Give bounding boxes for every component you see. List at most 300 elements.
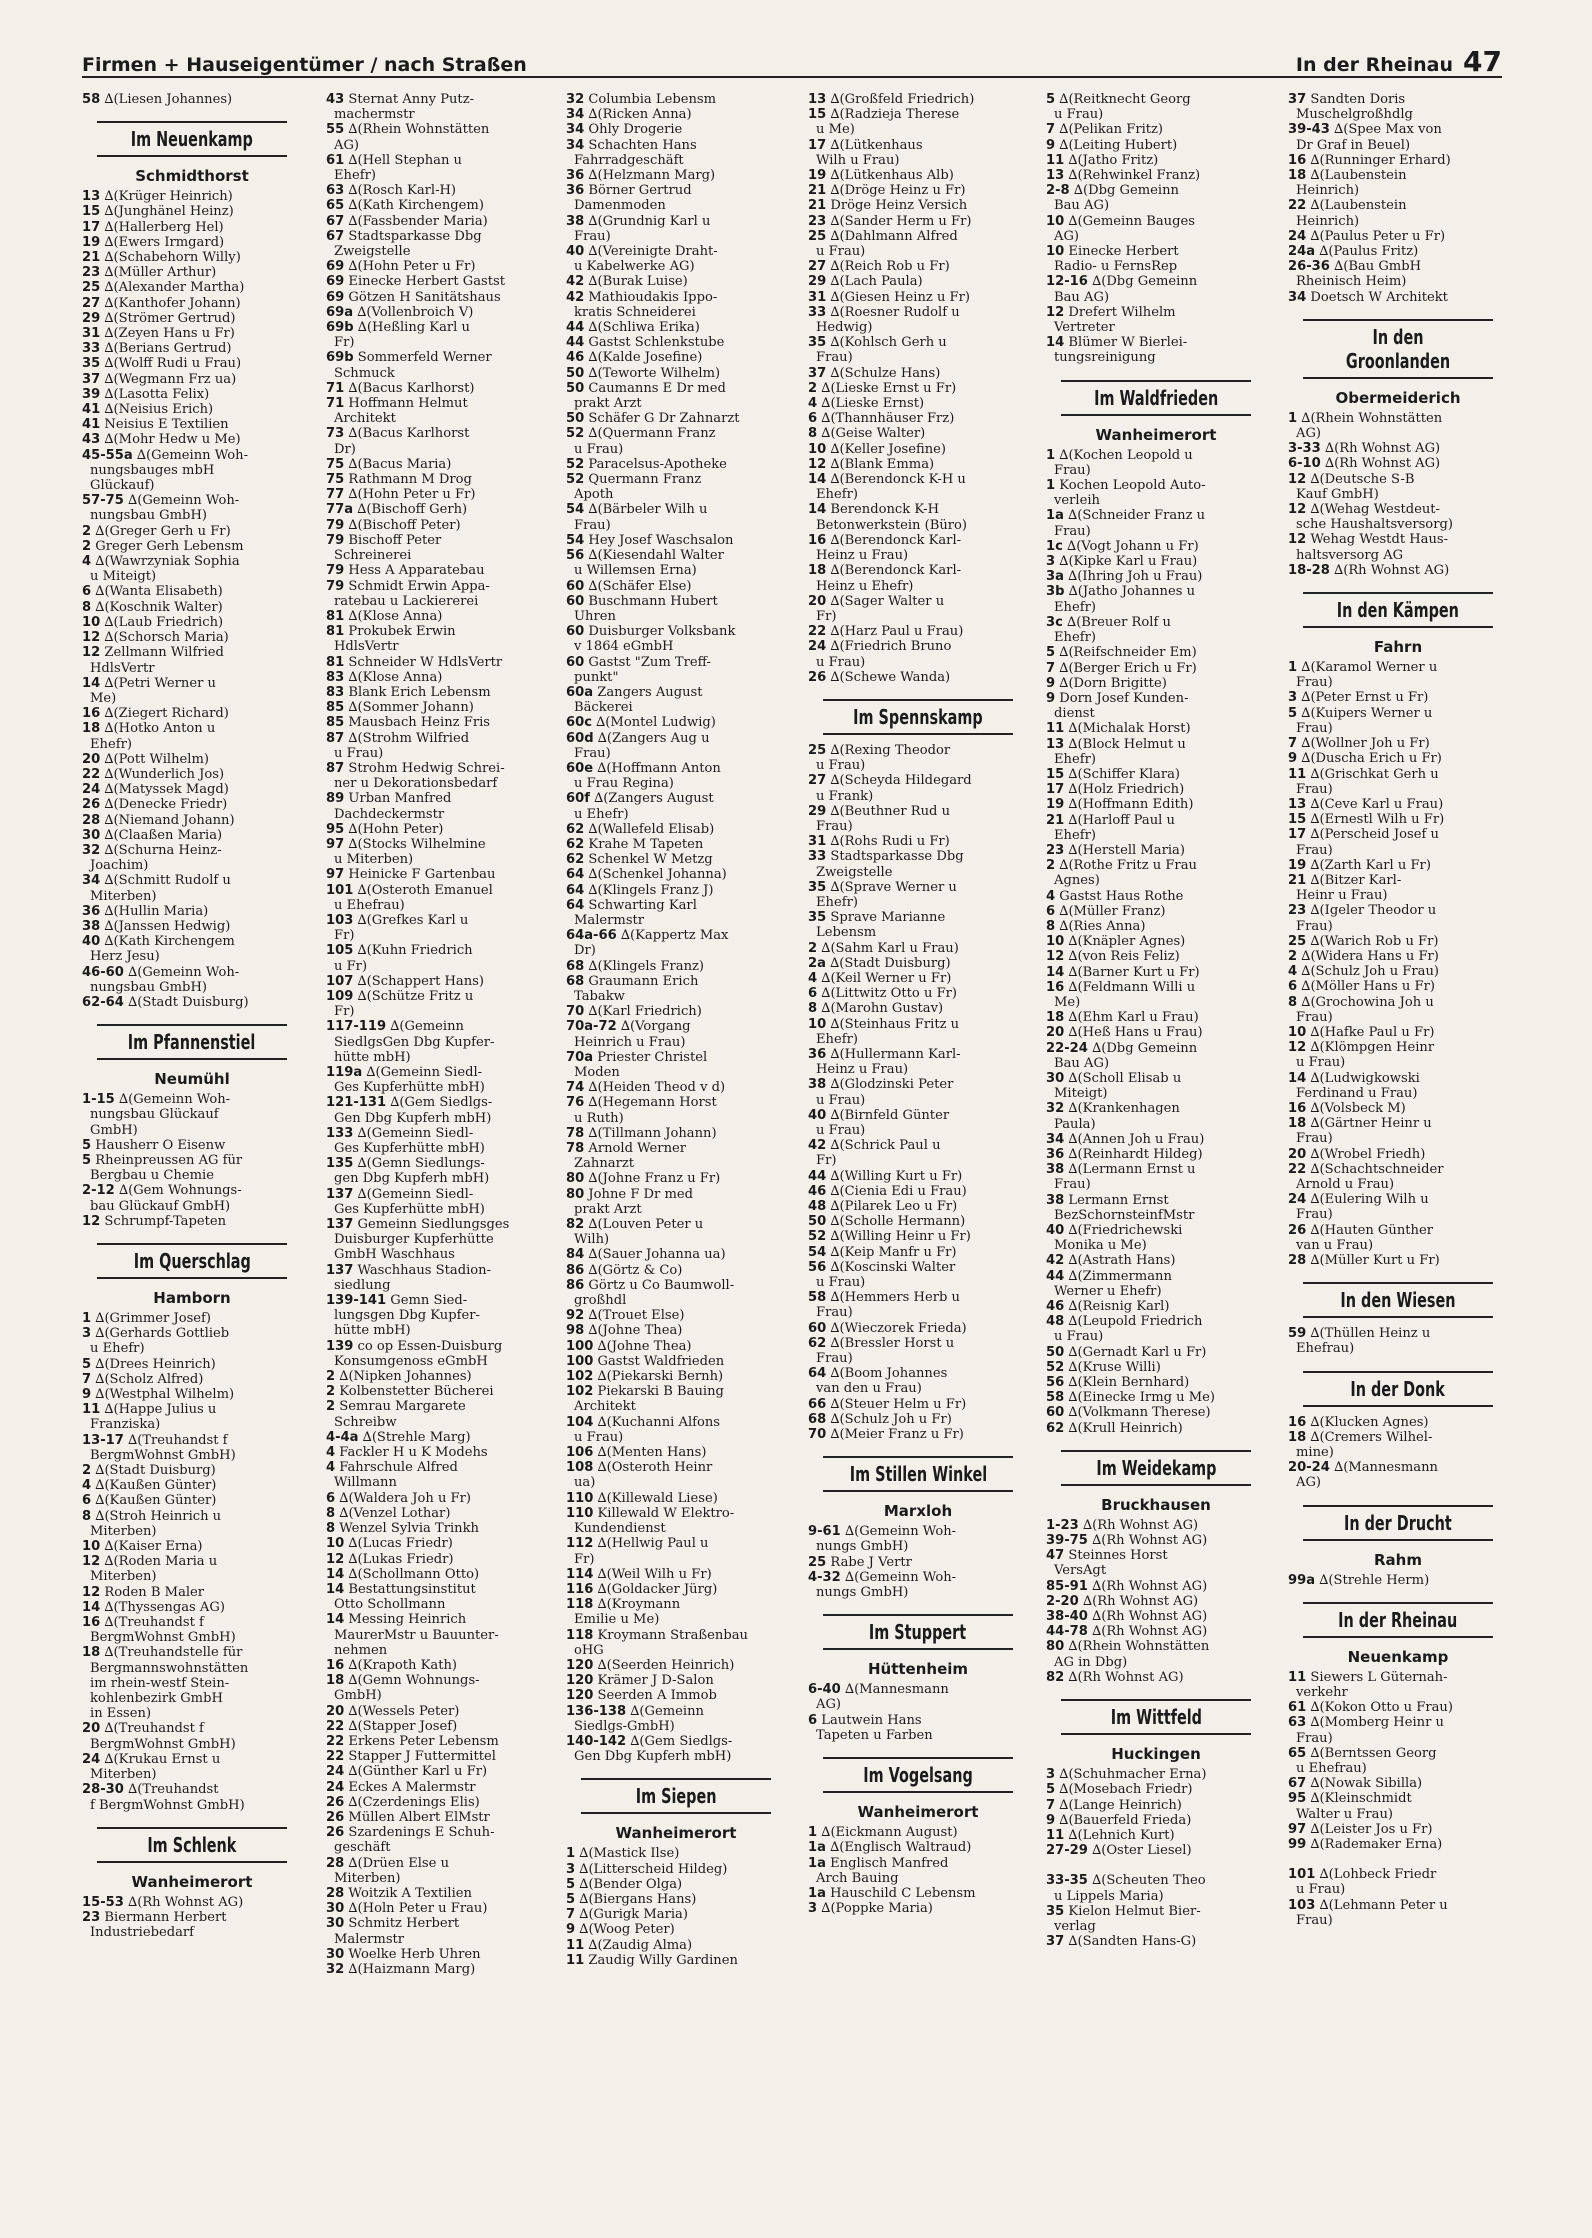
entry-continuation: Frau) [1054, 462, 1091, 478]
entry-continuation: oHG [574, 1642, 604, 1658]
entry-text: ∆(Reich Rob u Fr) [830, 259, 950, 275]
address-entry [566, 1907, 786, 1922]
address-entry [1288, 441, 1508, 456]
entry-text: ∆(Laubenstein [1310, 168, 1407, 184]
entry-continuation: AG) [1296, 1475, 1322, 1491]
entry-text: Stadtsparkasse Dbg [348, 228, 482, 244]
entry-text: ∆(Einecke Irmg u Me) [1068, 1390, 1216, 1406]
address-entry [1046, 153, 1266, 168]
house-number: 24 [326, 1764, 345, 1780]
house-number: 3 [1288, 690, 1298, 706]
house-number: 21 [808, 198, 827, 214]
entry-text: ∆(Koscinski Walter [830, 1259, 956, 1275]
entry-continuation: hütte mbH) [334, 1049, 411, 1065]
entry-text: ∆(Kath Kirchengem) [348, 198, 484, 214]
heading-rule-bottom [1303, 626, 1493, 628]
address-entry [326, 122, 546, 137]
house-number: 44-78 [1046, 1624, 1088, 1640]
address-entry [1046, 904, 1266, 919]
house-number: 60a [566, 684, 594, 700]
entry-continuation: Wilh) [574, 1232, 610, 1248]
entry-text: ∆(Bärbeler Wilh u [588, 502, 708, 518]
entry-text: ∆(Igeler Theodor u [1310, 903, 1437, 919]
address-entry [326, 579, 546, 594]
address-entry [326, 867, 546, 882]
street-name: Im Wittfeld [1110, 1705, 1202, 1730]
entry-text: ∆(Cremers Wilhel- [1310, 1429, 1433, 1445]
entry-text: ∆(Rehwinkel Franz) [1068, 168, 1201, 184]
heading-rule-bottom [1303, 377, 1493, 379]
address-entry [326, 1780, 546, 1795]
house-number: 86 [566, 1277, 585, 1293]
entry-continuation: haltsversorg AG [1296, 547, 1404, 563]
address-entry [1046, 508, 1266, 523]
entry-text: ∆(Gemeinn Woh- [844, 1524, 957, 1540]
entry-continuation: Heinrich) [1296, 183, 1360, 199]
entry-text: ∆(Schuhmacher Erna) [1059, 1767, 1207, 1783]
address-entry [1288, 1025, 1508, 1040]
entry-continuation: u Frau) [1296, 1882, 1346, 1898]
entry-text: Hausherr O Eisenw [95, 1137, 226, 1153]
address-entry [326, 1856, 546, 1871]
house-number: 100 [566, 1338, 594, 1354]
address-entry [326, 1095, 546, 1110]
entry-text: ∆(Lukas Friedr) [348, 1551, 454, 1567]
entry-continuation: Frau) [816, 1305, 853, 1321]
spacer [1288, 1852, 1508, 1867]
address-entry [82, 676, 302, 691]
house-number: 52 [566, 426, 585, 442]
entry-text: ∆(Gemeinn Woh- [136, 447, 249, 463]
entry-text: co op Essen-Duisburg [357, 1338, 503, 1354]
address-entry [1288, 290, 1508, 305]
entry-text: ∆(Berger Erich u Fr) [1059, 660, 1197, 676]
entry-text: ∆(Gemeinn Siedl- [357, 1125, 474, 1141]
entry-text: ∆(Happe Julius u [104, 1402, 217, 1418]
entry-text: Waschhaus Stadion- [357, 1262, 492, 1278]
address-entry [1288, 827, 1508, 842]
address-entry [326, 883, 546, 898]
entry-continuation: Gen Dbg Kupferh mbH) [574, 1749, 732, 1765]
house-number: 60 [808, 1320, 827, 1336]
entry-continuation: Ges Kupferhütte mbH) [334, 1201, 485, 1217]
entry-text: ∆(Schulz Joh u Fr) [830, 1411, 952, 1427]
address-entry [1288, 1223, 1508, 1238]
entry-continuation: Frau) [1296, 1131, 1333, 1147]
address-entry [1288, 1192, 1508, 1207]
house-number: 140-142 [566, 1733, 627, 1749]
entry-continuation: GmbH) [334, 1688, 382, 1704]
entry-text: ∆(Geise Walter) [821, 426, 926, 442]
address-entry [566, 685, 786, 700]
entry-text: ∆(Volkmann Therese) [1068, 1405, 1211, 1421]
entry-continuation: Ehefr) [816, 894, 858, 910]
address-entry [566, 533, 786, 548]
address-entry [82, 630, 302, 645]
address-entry [566, 898, 786, 913]
address-entry [82, 524, 302, 539]
address-entry [1288, 873, 1508, 888]
house-number: 37 [1288, 92, 1307, 107]
entry-text: Roden B Maler [104, 1584, 205, 1600]
house-number: 20 [326, 1703, 345, 1719]
address-entry [82, 782, 302, 797]
address-entry [566, 138, 786, 153]
house-number: 44 [566, 320, 585, 336]
entry-text: ∆(Zangers Aug u [597, 730, 710, 746]
address-entry [808, 670, 1028, 685]
entry-continuation: AG) [1054, 228, 1080, 244]
heading-rule-top [97, 1243, 287, 1245]
house-number: 1c [1046, 538, 1063, 554]
entry-text: ∆(Gem Siedlgs- [390, 1095, 493, 1111]
address-entry [326, 274, 546, 289]
heading-rule-top [1303, 592, 1493, 594]
house-number: 25 [82, 280, 101, 296]
entry-text: Kolbenstetter Bücherei [339, 1384, 494, 1400]
house-number: 14 [326, 1566, 345, 1582]
address-entry [82, 356, 302, 371]
address-entry [326, 1430, 546, 1445]
address-entry [326, 1491, 546, 1506]
address-entry [1046, 858, 1266, 873]
house-number: 121-131 [326, 1095, 387, 1111]
district-name: Wanheimerort [857, 1803, 979, 1822]
address-entry [808, 1245, 1028, 1260]
entry-text: Mausbach Heinz Fris [348, 715, 490, 731]
entry-continuation: Heinz u Ehefr) [816, 578, 914, 594]
entry-text: ∆(Ewers Irmgard) [104, 234, 225, 250]
address-entry [1288, 949, 1508, 964]
address-entry [1046, 889, 1266, 904]
entry-text: Kochen Leopold Auto- [1059, 478, 1206, 494]
house-number: 2 [808, 380, 818, 396]
entry-text: ∆(Rothe Fritz u Frau [1059, 858, 1197, 874]
entry-text: ∆(Harloff Paul u [1068, 812, 1175, 828]
entry-text: ∆(Gemn Wohnungs- [348, 1673, 480, 1689]
entry-text: ∆(Kohlsch Gerh u [830, 335, 947, 351]
entry-text: Ohly Drogerie [588, 122, 683, 138]
address-entry [1046, 1071, 1266, 1086]
entry-text: ∆(Duscha Erich u Fr) [1301, 751, 1442, 767]
entry-text: ∆(Lütkenhaus Alb) [830, 168, 954, 184]
house-number: 45-55a [82, 447, 133, 463]
address-entry [326, 974, 546, 989]
house-number: 40 [82, 934, 101, 950]
entry-continuation: mine) [1296, 1445, 1334, 1461]
address-entry [566, 1187, 786, 1202]
address-entry [1288, 1415, 1508, 1430]
entry-text: ∆(Lach Paula) [830, 274, 923, 290]
entry-text: ∆(Schorsch Maria) [104, 630, 229, 646]
address-entry [82, 767, 302, 782]
address-entry [326, 1126, 546, 1141]
entry-text: ∆(Rh Wohnst AG) [1092, 1533, 1208, 1549]
house-number: 70a-72 [566, 1019, 617, 1035]
house-number: 26 [326, 1794, 345, 1810]
entry-text: ∆(Laub Friedrich) [104, 614, 224, 630]
entry-text: ∆(Gemeinn Woh- [128, 964, 240, 980]
house-number: 24 [808, 639, 827, 655]
entry-text: ∆(Schmitt Rudolf u [104, 873, 231, 889]
entry-continuation: prakt Arzt [574, 1201, 642, 1217]
entry-text: ∆(Jatho Fritz) [1068, 152, 1159, 168]
address-entry [808, 442, 1028, 457]
entry-continuation: ner u Dekorationsbedarf [334, 776, 498, 792]
entry-text: ∆(Wessels Peter) [348, 1703, 460, 1719]
entry-continuation: Vertreter [1054, 320, 1115, 336]
address-entry [1288, 964, 1508, 979]
entry-text: Heinicke F Gartenbau [348, 867, 496, 883]
entry-text: Gastst Haus Rothe [1059, 888, 1184, 904]
house-number: 8 [82, 599, 92, 615]
entry-text: Einecke Herbert Gastst [348, 274, 505, 290]
entry-continuation: punkt" [574, 669, 619, 685]
address-entry [808, 1713, 1028, 1728]
address-entry [808, 502, 1028, 517]
entry-text: ∆(Kanthofer Johann) [104, 295, 241, 311]
entry-text: ∆(Liesen Johannes) [104, 92, 233, 107]
address-entry [326, 563, 546, 578]
heading-rule-bottom [1061, 414, 1251, 416]
house-number: 14 [82, 675, 101, 691]
entry-continuation: Heinrich) [1296, 213, 1360, 229]
heading-rule-top [1303, 1371, 1493, 1373]
entry-continuation: GmbH Waschhaus [334, 1247, 455, 1263]
entry-continuation: Ges Kupferhütte mbH) [334, 1080, 485, 1096]
entry-continuation: Apoth [574, 487, 614, 503]
house-number: 50 [566, 380, 585, 396]
address-entry [566, 1080, 786, 1095]
entry-text: ∆(Laubenstein [1310, 198, 1407, 214]
entry-continuation: Zweigstelle [816, 864, 893, 880]
entry-text: ∆(Vollenbroich V) [357, 304, 474, 320]
entry-text: ∆(Scholl Elisab u [1068, 1070, 1182, 1086]
house-number: 54 [566, 502, 585, 518]
entry-continuation: Ehefr) [334, 168, 376, 184]
address-entry [326, 1506, 546, 1521]
entry-continuation: kohlenbezirk GmbH [90, 1691, 223, 1707]
address-entry [566, 715, 786, 730]
address-entry [566, 1877, 786, 1892]
house-number: 62-64 [82, 994, 124, 1010]
address-entry [82, 1183, 302, 1198]
house-number: 7 [1046, 122, 1056, 138]
entry-text: ∆(Schneider Franz u [1068, 508, 1206, 524]
address-entry [1288, 153, 1508, 168]
address-entry [326, 92, 546, 107]
house-number: 35 [1046, 1903, 1065, 1919]
address-entry [82, 1357, 302, 1372]
entry-text: ∆(Krankenhagen [1068, 1101, 1180, 1117]
address-entry [566, 107, 786, 122]
house-number: 95 [1288, 1791, 1307, 1807]
entry-continuation: Fr) [574, 1551, 595, 1567]
district-name: Wanheimerort [1095, 425, 1217, 444]
house-number: 69b [326, 320, 354, 336]
address-entry [82, 721, 302, 736]
entry-continuation: Architekt [574, 1399, 636, 1415]
address-entry [1288, 1791, 1508, 1806]
address-entry [82, 904, 302, 919]
house-number: 52 [1046, 1359, 1065, 1375]
house-number: 12 [82, 630, 101, 646]
house-number: 98 [566, 1323, 585, 1339]
entry-text: Columbia Lebensm [588, 92, 717, 107]
heading-rule-bottom [1061, 1484, 1251, 1486]
entry-text: ∆(Sauer Johanna ua) [588, 1247, 726, 1263]
entry-text: ∆(Ihring Joh u Frau) [1068, 569, 1203, 585]
entry-continuation: Glückauf) [90, 478, 155, 494]
address-entry [808, 1427, 1028, 1442]
entry-text: ∆(Claaßen Maria) [104, 827, 223, 843]
entry-continuation: Kauf GmbH) [1296, 486, 1379, 502]
entry-text: ∆(Schappert Hans) [357, 973, 484, 989]
house-number: 35 [808, 335, 827, 351]
entry-text: ∆(Burak Luise) [588, 274, 688, 290]
entry-text: ∆(Wehag Westdeut- [1310, 502, 1440, 518]
entry-text: ∆(Paulus Peter u Fr) [1310, 228, 1446, 244]
entry-text: ∆(Dbg Gemeinn [1092, 274, 1198, 290]
address-entry [566, 122, 786, 137]
house-number: 8 [326, 1521, 336, 1537]
address-entry [1046, 1670, 1266, 1685]
address-entry [808, 1397, 1028, 1412]
address-entry [326, 989, 546, 1004]
house-number: 84 [566, 1247, 585, 1263]
address-entry [1046, 1299, 1266, 1314]
address-entry [566, 472, 786, 487]
address-entry [808, 1199, 1028, 1214]
house-number: 62 [1046, 1420, 1065, 1436]
house-number: 8 [1046, 918, 1056, 934]
address-entry [1046, 244, 1266, 259]
entry-text: ∆(Ziegert Richard) [104, 706, 229, 722]
entry-text: ∆(Jatho Johannes u [1068, 584, 1196, 600]
address-entry [326, 1263, 546, 1278]
house-number: 61 [1288, 1700, 1307, 1716]
house-number: 69 [326, 289, 345, 305]
entry-text: Einecke Herbert [1068, 244, 1179, 260]
entry-text: ∆(Kokon Otto u Frau) [1310, 1700, 1453, 1716]
address-entry [808, 849, 1028, 864]
entry-continuation: Industriebedarf [90, 1925, 195, 1941]
house-number: 26 [326, 1825, 345, 1841]
entry-text: ∆(Haizmann Marg) [348, 1961, 476, 1977]
entry-text: ∆(Ernestl Wilh u Fr) [1310, 812, 1445, 828]
house-number: 2-20 [1046, 1593, 1079, 1609]
address-entry [566, 1673, 786, 1688]
address-entry [566, 1460, 786, 1475]
heading-rule-top [97, 1827, 287, 1829]
address-entry [1046, 183, 1266, 198]
entry-text: ∆(Boom Johannes [830, 1366, 948, 1382]
street-heading [1288, 1282, 1508, 1318]
street-heading [808, 1614, 1028, 1650]
address-entry [82, 1387, 302, 1402]
entry-text: ∆(Hotko Anton u [104, 721, 216, 737]
entry-text: ∆(Schulz Joh u Frau) [1301, 964, 1439, 980]
house-number: 39-43 [1288, 122, 1330, 138]
street-heading [1046, 1699, 1266, 1735]
house-number: 8 [1288, 994, 1298, 1010]
entry-text: ∆(Berendonck Karl- [830, 563, 962, 579]
address-entry [82, 615, 302, 630]
entry-text: ∆(Kalde Josefine) [588, 350, 703, 366]
address-entry [326, 1886, 546, 1901]
entry-text: ∆(Schulze Hans) [830, 365, 941, 381]
house-number: 82 [1046, 1669, 1065, 1685]
entry-continuation: Miterben) [90, 1523, 157, 1539]
house-number: 16 [82, 706, 101, 722]
house-number: 17 [1046, 782, 1065, 798]
house-number: 137 [326, 1217, 354, 1233]
address-entry [1288, 858, 1508, 873]
directory-column-4 [808, 92, 1028, 1916]
entry-text: ∆(Klose Anna) [348, 608, 443, 624]
address-entry [1288, 198, 1508, 213]
entry-text: ∆(Biergans Hans) [579, 1891, 697, 1907]
address-entry [82, 1402, 302, 1417]
house-number: 52 [566, 472, 585, 488]
entry-continuation: u Ehefr) [90, 1341, 145, 1357]
address-entry [1288, 903, 1508, 918]
entry-continuation: HdlsVertr [90, 660, 155, 676]
address-entry [326, 396, 546, 411]
address-entry [566, 1491, 786, 1506]
address-entry [566, 1734, 786, 1749]
house-number: 39 [82, 386, 101, 402]
address-entry [1046, 919, 1266, 934]
house-number: 60e [566, 760, 594, 776]
entry-text: ∆(Mannesmann [844, 1682, 949, 1698]
address-entry [1046, 1579, 1266, 1594]
house-number: 33-35 [1046, 1873, 1088, 1889]
house-number: 4 [1288, 964, 1298, 980]
house-number: 22 [808, 624, 827, 640]
house-number: 103 [326, 912, 354, 928]
house-number: 1a [808, 1840, 826, 1856]
entry-continuation: van den u Frau) [816, 1381, 922, 1397]
address-entry [326, 259, 546, 274]
entry-text: Görtz u Co Baumwoll- [588, 1277, 735, 1293]
address-entry [566, 624, 786, 639]
street-heading [1046, 380, 1266, 416]
entry-continuation: Otto Schollmann [334, 1597, 446, 1613]
directory-column-1 [82, 92, 302, 1940]
address-entry [808, 986, 1028, 1001]
address-entry [82, 220, 302, 235]
entry-text: ∆(Thyssengas AG) [104, 1599, 225, 1615]
entry-continuation: u Frau) [574, 441, 624, 457]
address-entry [1046, 1609, 1266, 1624]
address-entry [566, 502, 786, 517]
entry-text: ∆(Heß Hans u Frau) [1068, 1025, 1203, 1041]
address-entry [82, 311, 302, 326]
street-heading [82, 1243, 302, 1279]
entry-text: ∆(Bacus Karlhorst [348, 426, 470, 442]
address-entry [808, 366, 1028, 381]
address-entry [82, 235, 302, 250]
entry-text: ∆(Klömpgen Heinr [1310, 1040, 1435, 1056]
address-entry [1288, 1700, 1508, 1715]
address-entry [566, 168, 786, 183]
spacer [1046, 1858, 1266, 1873]
house-number: 68 [808, 1411, 827, 1427]
address-entry [1046, 676, 1266, 691]
house-number: 20-24 [1288, 1460, 1330, 1476]
entry-continuation: u Miterben) [334, 852, 414, 868]
